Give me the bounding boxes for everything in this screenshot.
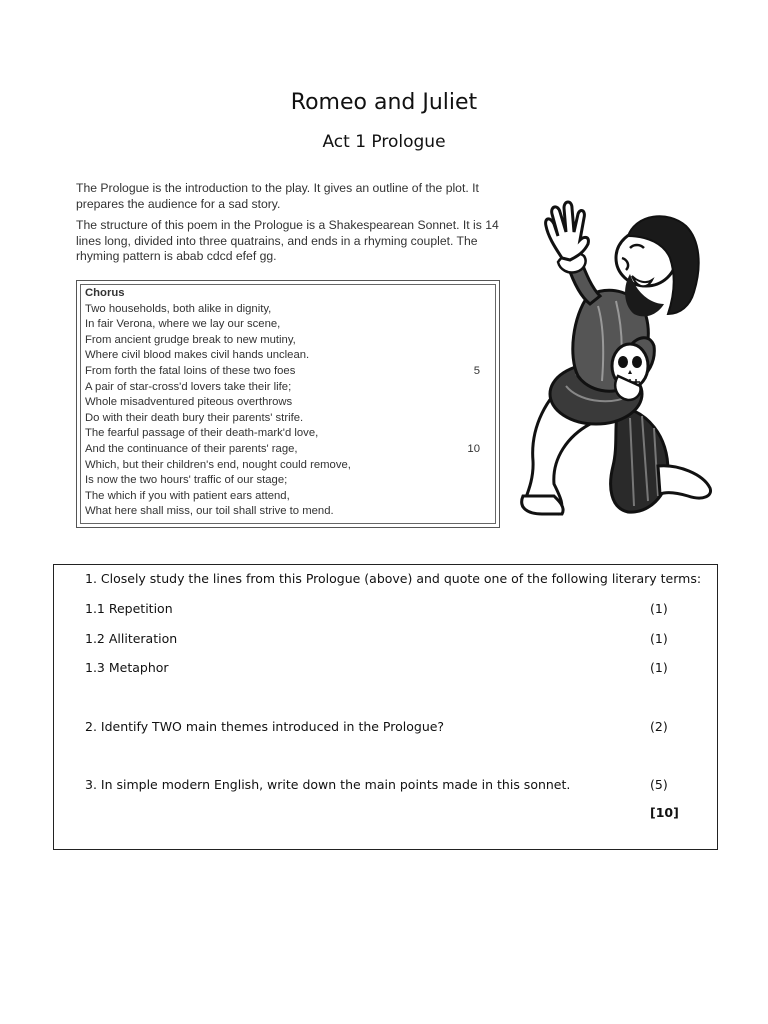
prologue-poem — [85, 286, 485, 520]
poem-line — [85, 458, 485, 474]
question-1-2: 1.2 Alliteration — [85, 631, 178, 646]
poem-line-text: Is now the two hours' traffic of our stage; — [85, 474, 288, 487]
intro-text — [76, 181, 506, 271]
poem-line-text: Where civil blood makes civil hands unclean. — [85, 349, 310, 362]
question-3-mark: (5) — [650, 777, 668, 792]
poem-line-text: Two households, both alike in dignity, — [85, 302, 272, 315]
poem-line-number: 10 — [467, 442, 480, 455]
romeo-cartoon-illustration — [518, 196, 713, 516]
poem-line — [85, 426, 485, 442]
poem-line-text: The which if you with patient ears attend, — [85, 489, 290, 502]
page-title: Romeo and Juliet — [290, 90, 478, 115]
poem-line — [85, 473, 485, 489]
poem-line-text: Which, but their children's end, nought could remove, — [85, 458, 351, 471]
poem-line — [85, 348, 485, 364]
poem-line-text: Whole misadventured piteous overthrows — [85, 396, 293, 409]
poem-line-number: 5 — [473, 364, 480, 377]
poem-line-text: From ancient grudge break to new mutiny, — [85, 333, 296, 346]
poem-line — [85, 333, 485, 349]
poem-line — [85, 395, 485, 411]
question-1: 1. Closely study the lines from this Prologue (above) and quote one of the following literary terms: — [85, 571, 702, 586]
poem-heading: Chorus — [85, 287, 125, 299]
page-subtitle: Act 1 Prologue — [322, 132, 446, 152]
poem-line-text: In fair Verona, where we lay our scene, — [85, 318, 281, 331]
total-marks: [10] — [650, 805, 679, 820]
intro-paragraph: The structure of this poem in the Prologue is a Shakespearean Sonnet. It is 14 lines long, divided into three quatrains, and ends in a rhyming couplet. The rhyming pattern is abab cdcd efef gg. — [76, 218, 499, 263]
prologue-poem-box — [76, 280, 500, 528]
question-1-3-mark: (1) — [650, 660, 668, 675]
poem-line — [85, 411, 485, 427]
poem-line-text: What here shall miss, our toil shall strive to mend. — [85, 505, 334, 518]
poem-line — [85, 489, 485, 505]
question-3: 3. In simple modern English, write down the main points made in this sonnet. — [85, 777, 571, 792]
poem-line-text: Do with their death bury their parents' strife. — [85, 411, 304, 424]
question-2: 2. Identify TWO main themes introduced in the Prologue? — [85, 719, 445, 734]
poem-line-text: The fearful passage of their death-mark'd love, — [85, 427, 319, 440]
question-1-3: 1.3 Metaphor — [85, 660, 169, 675]
poem-line — [85, 364, 485, 380]
question-1-1: 1.1 Repetition — [85, 601, 173, 616]
question-1-2-mark: (1) — [650, 631, 668, 646]
question-2-mark: (2) — [650, 719, 668, 734]
poem-line-text: And the continuance of their parents' rage, — [85, 442, 298, 455]
questions-box — [53, 564, 718, 850]
poem-line-text: A pair of star-cross'd lovers take their life; — [85, 380, 292, 393]
poem-line — [85, 442, 485, 458]
poem-line — [85, 302, 485, 318]
question-1-1-mark: (1) — [650, 601, 668, 616]
poem-line — [85, 317, 485, 333]
intro-paragraph: The Prologue is the introduction to the play. It gives an outline of the plot. It prepares the audience for a sad story. — [76, 181, 479, 211]
poem-line — [85, 380, 485, 396]
poem-line — [85, 504, 485, 520]
poem-line-text: From forth the fatal loins of these two foes — [85, 364, 296, 377]
